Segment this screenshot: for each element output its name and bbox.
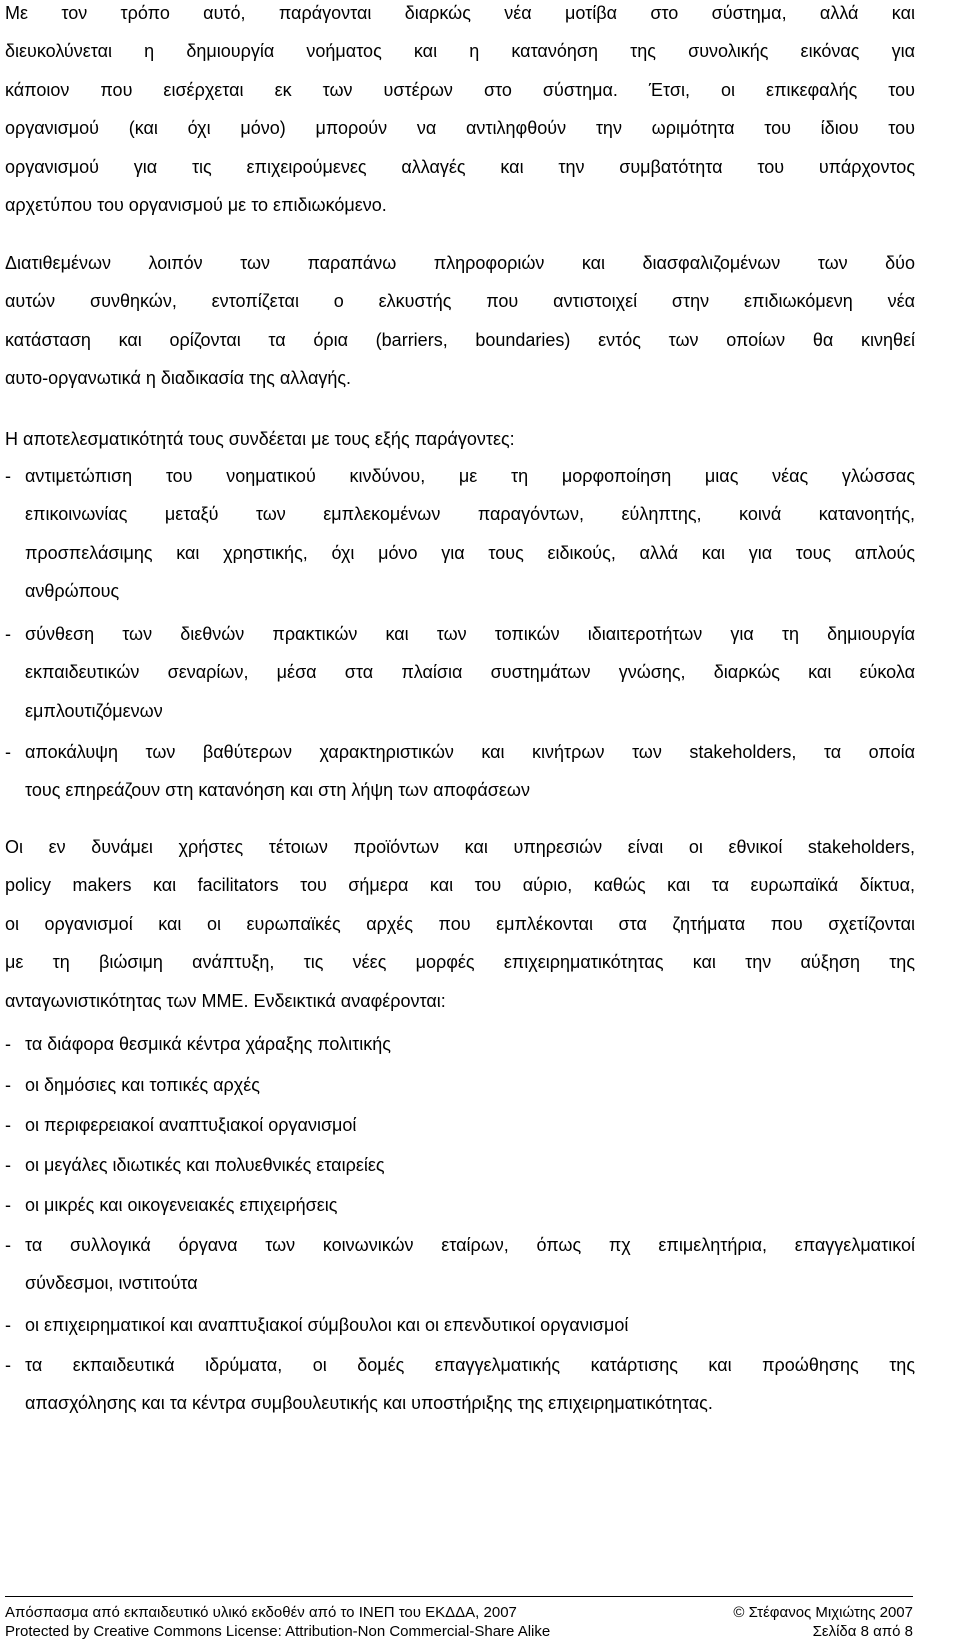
footer-source: Απόσπασμα από εκπαιδευτικό υλικό εκδοθέν από το ΙΝΕΠ του ΕΚΔΔΑ, 2007 bbox=[5, 1604, 517, 1621]
footer-page-number: Σελίδα 8 από 8 bbox=[812, 1623, 913, 1640]
factor-text bbox=[25, 733, 915, 810]
paragraph-2 bbox=[5, 244, 915, 398]
footer-copyright: © Στέφανος Μιχιώτης 2007 bbox=[733, 1604, 913, 1621]
factor-text bbox=[25, 615, 915, 730]
user-line: οι επιχειρηματικοί και αναπτυξιακοί σύμβουλοι και οι επενδυτικοί οργανισμοί bbox=[25, 1315, 629, 1335]
user-line: σύνδεσμοι, ινστιτούτα bbox=[25, 1273, 198, 1294]
user-line: απασχόλησης και τα κέντρα συμβουλευτικής και υποστήριξης της επιχειρηματικότητας. bbox=[25, 1393, 713, 1414]
user-text bbox=[25, 1025, 915, 1063]
paragraph-line: οργανισμού για τις επιχειρούμενες αλλαγές και την συμβατότητα του υπάρχοντος bbox=[5, 156, 915, 177]
user-text bbox=[25, 1226, 915, 1303]
list-dash: - bbox=[5, 1355, 11, 1375]
user-text bbox=[25, 1106, 915, 1144]
paragraph-line: ανταγωνιστικότητας των ΜΜΕ. Ενδεικτικά αναφέρονται: bbox=[5, 990, 446, 1011]
user-text bbox=[25, 1346, 915, 1423]
factor-line: σύνθεση των διεθνών πρακτικών και των τοπικών ιδιαιτεροτήτων για τη δημιουργία bbox=[25, 624, 915, 644]
paragraph-line: Διατιθεμένων λοιπόν των παραπάνω πληροφοριών και διασφαλιζομένων των δύο bbox=[5, 253, 915, 273]
factor-line: ανθρώπους bbox=[25, 581, 120, 602]
footer-license: Protected by Creative Commons License: Attribution-Non Commercial-Share Alike bbox=[5, 1623, 551, 1640]
factor-line: εμπλουτιζόμενων bbox=[25, 700, 163, 721]
paragraph-line: οργανισμού (και όχι μόνο) μπορούν να αντιληφθούν την ωριμότητα του ίδιου του bbox=[5, 118, 915, 139]
user-line: οι δημόσιες και τοπικές αρχές bbox=[25, 1075, 260, 1095]
factor-line: τους επηρεάζουν στη κατανόηση και στη λήψη των αποφάσεων bbox=[25, 780, 530, 801]
list-dash: - bbox=[5, 1155, 11, 1175]
list-dash: - bbox=[5, 1235, 11, 1255]
user-line: οι περιφερειακοί αναπτυξιακοί οργανισμοί bbox=[25, 1115, 357, 1135]
user-line: τα διάφορα θεσμικά κέντρα χάραξης πολιτικής bbox=[25, 1034, 391, 1054]
list-dash: - bbox=[5, 466, 11, 486]
paragraph-line: Οι εν δυνάμει χρήστες τέτοιων προϊόντων και υπηρεσιών είναι οι εθνικοί stakeholders, bbox=[5, 837, 915, 857]
paragraph-line: οι οργανισμοί και οι ευρωπαϊκές αρχές που εμπλέκονται στα ζητήματα που σχετίζονται bbox=[5, 913, 915, 934]
paragraph-line: αρχετύπου του οργανισμού με το επιδιωκόμενο. bbox=[5, 195, 387, 216]
user-text bbox=[25, 1306, 915, 1344]
user-line: τα συλλογικά όργανα των κοινωνικών εταίρων, όπως πχ επιμελητήρια, επαγγελματικοί bbox=[25, 1235, 915, 1255]
paragraph-line: αυτο-οργανωτικά η διαδικασία της αλλαγής. bbox=[5, 368, 352, 389]
list-dash: - bbox=[5, 624, 11, 644]
paragraph-line: κάποιον που εισέρχεται εκ των υστέρων στο σύστημα. Έτσι, οι επικεφαλής του bbox=[5, 79, 915, 100]
list-dash: - bbox=[5, 1075, 11, 1095]
list-dash: - bbox=[5, 1115, 11, 1135]
factor-line: προσπελάσιμης και χρηστικής, όχι μόνο για τους ειδικούς, αλλά και για τους απλούς bbox=[25, 542, 915, 563]
paragraph-line: αυτών συνθηκών, εντοπίζεται ο ελκυστής που αντιστοιχεί στην επιδιωκόμενη νέα bbox=[5, 291, 915, 312]
footer-divider bbox=[5, 1596, 913, 1597]
user-text bbox=[25, 1186, 915, 1224]
user-text bbox=[25, 1066, 915, 1104]
list-dash: - bbox=[5, 1195, 11, 1215]
paragraph-4 bbox=[5, 828, 915, 1020]
user-line: οι μεγάλες ιδιωτικές και πολυεθνικές εταιρείες bbox=[25, 1155, 385, 1175]
factor-line: επικοινωνίας μεταξύ των εμπλεκομένων παραγόντων, εύληπτης, κοινά κατανοητής, bbox=[25, 504, 915, 525]
user-text bbox=[25, 1146, 915, 1184]
paragraph-line: κατάσταση και ορίζονται τα όρια (barriers, boundaries) εντός των οποίων θα κινηθεί bbox=[5, 329, 915, 350]
factor-text bbox=[25, 457, 915, 611]
user-line: οι μικρές και οικογενειακές επιχειρήσεις bbox=[25, 1195, 338, 1215]
list-dash: - bbox=[5, 742, 11, 762]
paragraph-line: Η αποτελεσματικότητά τους συνδέεται με τους εξής παράγοντες: bbox=[5, 429, 515, 449]
paragraph-line: με τη βιώσιμη ανάπτυξη, τις νέες μορφές επιχειρηματικότητας και την αύξηση της bbox=[5, 952, 915, 973]
paragraph-line: policy makers και facilitators του σήμερα και του αύριο, καθώς και τα ευρωπαϊκά δίκτυα, bbox=[5, 875, 915, 896]
factor-line: εκπαιδευτικών σεναρίων, μέσα στα πλαίσια συστημάτων γνώσης, διαρκώς και εύκολα bbox=[25, 662, 915, 683]
paragraph-1 bbox=[5, 0, 915, 224]
list-dash: - bbox=[5, 1034, 11, 1054]
paragraph-3-intro bbox=[5, 420, 915, 458]
paragraph-line: Με τον τρόπο αυτό, παράγονται διαρκώς νέα μοτίβα στο σύστημα, αλλά και bbox=[5, 3, 915, 23]
factor-line: αποκάλυψη των βαθύτερων χαρακτηριστικών και κινήτρων των stakeholders, τα οποία bbox=[25, 742, 915, 762]
factor-line: αντιμετώπιση του νοηματικού κινδύνου, με τη μορφοποίηση μιας νέας γλώσσας bbox=[25, 466, 915, 486]
paragraph-line: διευκολύνεται η δημιουργία νοήματος και η κατανόηση της συνολικής εικόνας για bbox=[5, 41, 915, 62]
list-dash: - bbox=[5, 1315, 11, 1335]
user-line: τα εκπαιδευτικά ιδρύματα, οι δομές επαγγελματικής κατάρτισης και προώθησης της bbox=[25, 1355, 915, 1375]
